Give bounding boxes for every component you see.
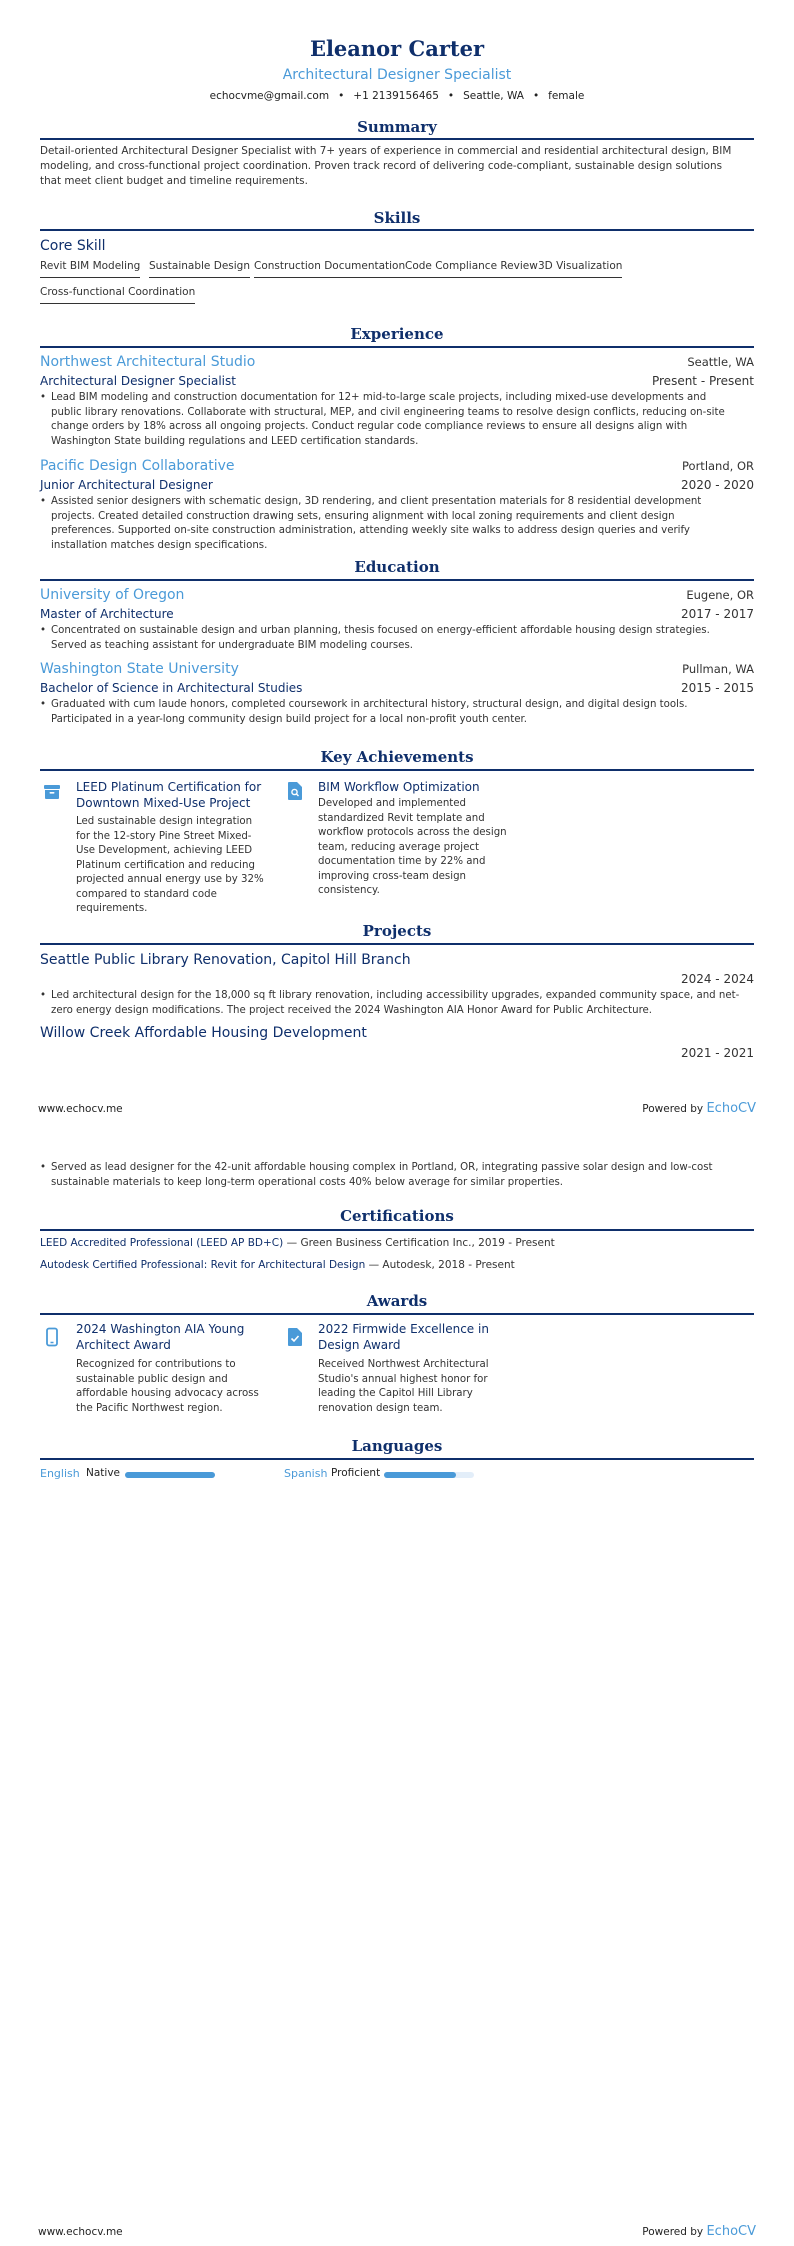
- experience-bullet: [40, 495, 740, 553]
- section-title-experience: Experience: [350, 325, 444, 343]
- certification-item: [40, 1237, 555, 1249]
- footer-powered-by: [642, 2224, 756, 2239]
- section-divider: [40, 943, 754, 945]
- experience-entry-header: [40, 458, 754, 474]
- brand-logo-text[interactable]: EchoCV: [706, 2224, 756, 2239]
- project-dates: 2024 - 2024: [680, 972, 754, 986]
- section-title-education: Education: [354, 558, 440, 576]
- company-location: Portland, OR: [682, 459, 754, 473]
- bullet-dot: •: [40, 1162, 47, 1173]
- language-name: English: [40, 1467, 80, 1480]
- section-divider: [40, 138, 754, 140]
- language-level: Native: [86, 1467, 120, 1479]
- brand-logo-text[interactable]: EchoCV: [706, 1101, 756, 1116]
- degree-name: Master of Architecture: [40, 607, 174, 621]
- experience-entry-header: [40, 354, 754, 370]
- section-title-summary: Summary: [357, 118, 437, 136]
- bullet-text: Served as lead designer for the 42-unit affordable housing complex in Portland, OR, integrating passive solar design and low-cost sustainable materials to keep long-term operational costs 40% below average for similar properties.: [51, 1162, 713, 1188]
- footer-site-link[interactable]: www.echocv.me: [38, 2226, 123, 2238]
- language-level: Proficient: [331, 1467, 381, 1479]
- project-bullet: [40, 989, 740, 1018]
- project-dates: 2021 - 2021: [680, 1046, 754, 1060]
- footer-powered-by: [642, 1101, 756, 1116]
- certification-name: Autodesk Certified Professional: Revit for Architectural Design: [40, 1259, 366, 1271]
- section-divider: [40, 579, 754, 581]
- mobile-icon: [42, 1327, 62, 1347]
- experience-bullet: [40, 391, 740, 449]
- experience-role-row: [40, 374, 754, 388]
- language-proficiency-fill: [384, 1472, 456, 1478]
- school-name: Washington State University: [40, 661, 239, 677]
- project-bullet: [40, 1161, 740, 1190]
- achievement-title: LEED Platinum Certification for Downtown Mixed-Use Project: [76, 780, 262, 810]
- section-title-achievements: Key Achievements: [320, 748, 474, 766]
- skill-chip: Code Compliance Review: [405, 260, 538, 278]
- section-title-awards: Awards: [366, 1292, 428, 1310]
- separator-dot: •: [532, 90, 540, 102]
- award-title: 2024 Washington AIA Young Architect Award: [76, 1322, 245, 1352]
- separator-dot: •: [338, 90, 345, 102]
- job-title: Junior Architectural Designer: [40, 478, 213, 492]
- job-dates: Present - Present: [651, 374, 754, 388]
- school-location: Pullman, WA: [682, 662, 754, 676]
- powered-by-label: Powered by: [642, 2226, 704, 2238]
- school-name: University of Oregon: [40, 587, 185, 603]
- certification-name: LEED Accredited Professional (LEED AP BD+C): [40, 1237, 284, 1249]
- certification-separator: —: [368, 1259, 383, 1271]
- candidate-role: Architectural Designer Specialist: [282, 67, 512, 83]
- skill-chip: Construction Documentation: [254, 260, 405, 278]
- candidate-name: Eleanor Carter: [309, 36, 485, 61]
- award-description: Received Northwest Architectural Studio's annual highest honor for leading the Capitol Hill Library renovation design team.: [318, 1359, 489, 1414]
- section-divider: [40, 229, 754, 231]
- skill-chip: Cross-functional Coordination: [40, 286, 195, 304]
- contact-location: Seattle, WA: [463, 90, 524, 102]
- document-check-icon: [285, 1327, 305, 1347]
- company-location: Seattle, WA: [687, 355, 754, 369]
- section-title-languages: Languages: [351, 1437, 443, 1455]
- archive-icon: [42, 782, 62, 802]
- award-title: 2022 Firmwide Excellence in Design Award: [318, 1322, 489, 1352]
- company-name: Northwest Architectural Studio: [40, 354, 256, 370]
- education-bullet: [40, 698, 740, 727]
- language-name: Spanish: [284, 1467, 328, 1480]
- certification-detail: Green Business Certification Inc., 2019 - Present: [300, 1237, 555, 1249]
- skills-heading: Core Skill: [40, 238, 106, 254]
- degree-dates: 2015 - 2015: [680, 681, 754, 695]
- degree-name: Bachelor of Science in Architectural Studies: [40, 681, 303, 695]
- project-name: Willow Creek Affordable Housing Development: [40, 1025, 367, 1041]
- company-name: Pacific Design Collaborative: [40, 458, 235, 474]
- bullet-dot: •: [40, 392, 47, 403]
- certification-separator: —: [286, 1237, 301, 1249]
- bullet-dot: •: [40, 496, 47, 507]
- section-divider: [40, 346, 754, 348]
- section-title-projects: Projects: [362, 922, 432, 940]
- education-entry-header: [40, 661, 754, 677]
- job-dates: 2020 - 2020: [680, 478, 754, 492]
- bullet-dot: •: [40, 990, 47, 1001]
- section-divider: [40, 769, 754, 771]
- contact-line: [0, 90, 794, 102]
- award-description: Recognized for contributions to sustainable public design and affordable housing advocacy across the Pacific Northwest region.: [76, 1359, 259, 1414]
- section-divider: [40, 1313, 754, 1315]
- skill-chip: Sustainable Design: [149, 260, 250, 278]
- skill-chip: Revit BIM Modeling: [40, 260, 140, 278]
- education-degree-row: [40, 607, 754, 621]
- education-bullet: [40, 624, 740, 653]
- achievement-title: BIM Workflow Optimization: [318, 780, 480, 794]
- achievement-description: Developed and implemented standardized Revit template and workflow protocols across the design team, reducing average project documentation time by 22% and improving cross-team design consistency.: [318, 798, 507, 896]
- section-divider: [40, 1229, 754, 1231]
- contact-email[interactable]: echocvme@gmail.com: [209, 90, 330, 102]
- language-proficiency-bar: [125, 1472, 215, 1478]
- degree-dates: 2017 - 2017: [680, 607, 754, 621]
- bullet-dot: •: [40, 625, 47, 636]
- education-entry-header: [40, 587, 754, 603]
- section-title-skills: Skills: [373, 209, 421, 227]
- document-search-icon: [285, 781, 305, 801]
- bullet-text: Concentrated on sustainable design and urban planning, thesis focused on energy-efficient affordable housing design strategies. Served as teaching assistant for undergraduate BIM modeling courses.: [51, 625, 710, 651]
- powered-by-label: Powered by: [642, 1103, 704, 1115]
- language-proficiency-bar: [384, 1472, 474, 1478]
- education-degree-row: [40, 681, 754, 695]
- certification-detail: Autodesk, 2018 - Present: [382, 1259, 515, 1271]
- achievement-description: Led sustainable design integration for the 12-story Pine Street Mixed-Use Development, achieving LEED Platinum certification and reducing projected annual energy use by 32% compared to standard code requirements.: [76, 816, 264, 914]
- bullet-text: Graduated with cum laude honors, completed coursework in architectural history, structural design, and digital design tools. Participated in a year-long community design build project for a local non-profit youth center.: [51, 699, 688, 725]
- certification-item: [40, 1259, 515, 1271]
- bullet-dot: •: [40, 699, 47, 710]
- contact-gender: female: [548, 90, 585, 102]
- language-proficiency-fill: [125, 1472, 215, 1478]
- contact-phone[interactable]: +1 2139156465: [353, 90, 439, 102]
- job-title: Architectural Designer Specialist: [40, 374, 236, 388]
- separator-dot: •: [447, 90, 455, 102]
- school-location: Eugene, OR: [686, 588, 754, 602]
- experience-role-row: [40, 478, 754, 492]
- skill-chip: 3D Visualization: [538, 260, 622, 278]
- bullet-text: Assisted senior designers with schematic design, 3D rendering, and client presentation materials for 8 residential development projects. Created detailed construction drawing sets, ensuring alignment with local zoning requirements and client design preferences. Supported on-site construction administration, attending weekly site walks to address design queries and verify installation matches design specifications.: [51, 496, 702, 551]
- section-title-certifications: Certifications: [340, 1207, 454, 1225]
- footer-site-link[interactable]: www.echocv.me: [38, 1103, 123, 1115]
- bullet-text: Lead BIM modeling and construction documentation for 12+ mid-to-large scale projects, including mixed-use developments and public library renovations. Collaborate with structural, MEP, and civil engineering teams to resolve design conflicts, reducing on-site change orders by 18% across all ongoing projects. Conduct regular code compliance reviews to ensure all designs align with Washington State building regulations and LEED certification standards.: [51, 392, 725, 447]
- resume-header: [0, 36, 794, 102]
- bullet-text: Led architectural design for the 18,000 sq ft library renovation, including accessibility upgrades, expanded community space, and net-zero energy design modifications. The project received the 2024 Washington AIA Honor Award for Public Architecture.: [51, 990, 740, 1016]
- summary-text: Detail-oriented Architectural Designer Specialist with 7+ years of experience in commercial and residential architectural design, BIM modeling, and cross-functional project coordination. Proven track record of delivering code-compliant, sustainable design solutions that meet client budget and timeline requirements.: [40, 145, 732, 187]
- project-name: Seattle Public Library Renovation, Capitol Hill Branch: [40, 952, 411, 968]
- section-divider: [40, 1458, 754, 1460]
